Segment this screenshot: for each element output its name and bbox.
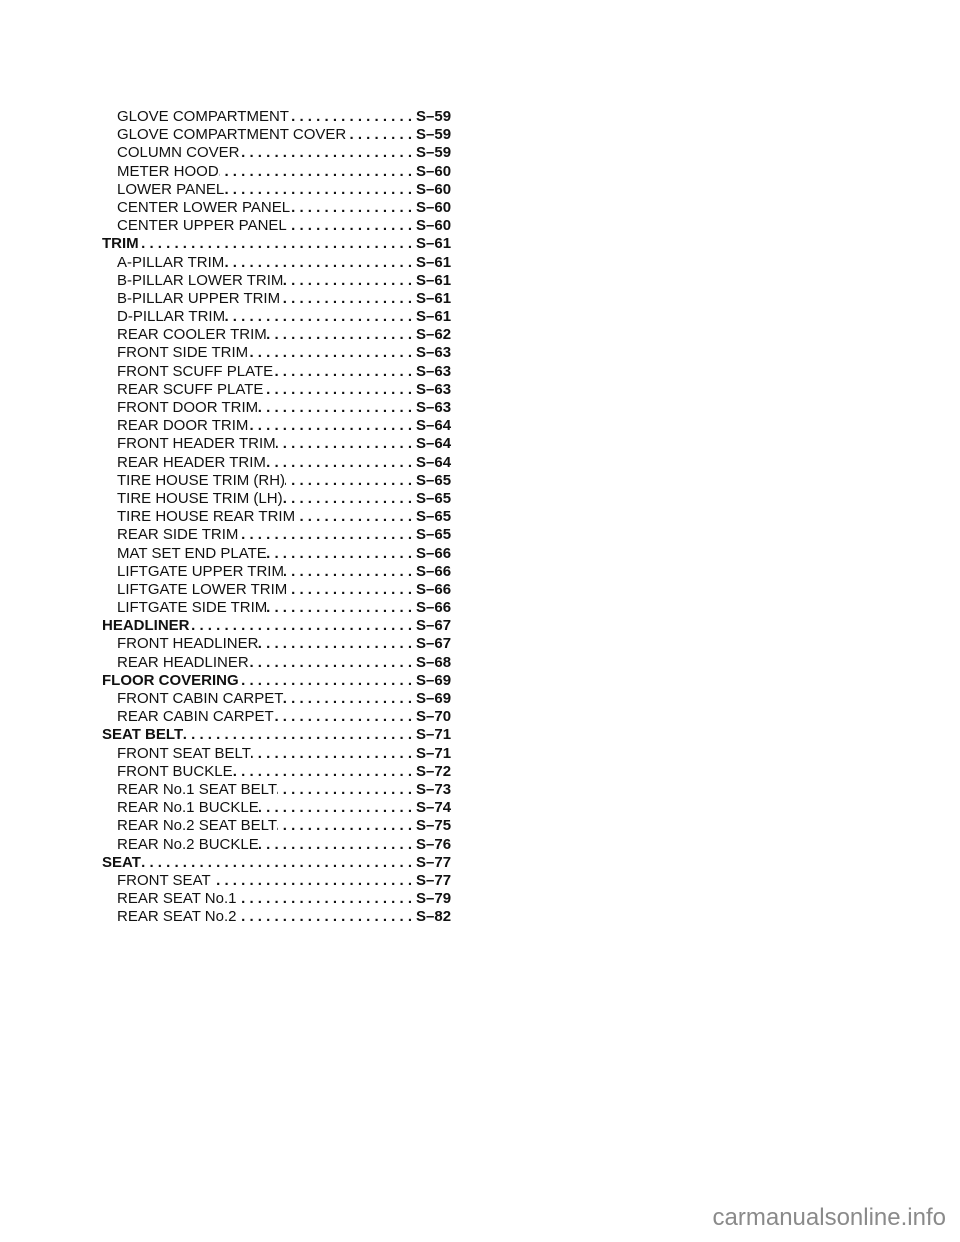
- toc-entry-page: S–75: [416, 817, 452, 835]
- toc-section-entry: [102, 726, 462, 744]
- toc-entry-title: FRONT DOOR TRIM: [117, 399, 259, 416]
- toc-entry-page: S–66: [416, 599, 452, 617]
- toc-entry-page: S–61: [416, 253, 452, 271]
- dot-leader: [259, 836, 416, 854]
- toc-entry: [102, 108, 462, 126]
- toc-entry-page: S–66: [416, 544, 452, 562]
- toc-entry: [102, 763, 462, 781]
- toc-entry-page: S–59: [416, 108, 452, 125]
- toc-entry-page: S–64: [416, 435, 452, 453]
- toc-entry: [102, 272, 462, 290]
- dot-leader: [267, 599, 416, 617]
- toc-entry-title: HEADLINER: [102, 617, 190, 635]
- dot-leader: [211, 872, 416, 890]
- dot-leader: [233, 763, 416, 781]
- dot-leader: [183, 726, 416, 744]
- toc-entry-title: FRONT SEAT BELT: [117, 744, 251, 762]
- dot-leader: [190, 617, 416, 635]
- toc-entry-page: S–79: [416, 890, 452, 908]
- toc-entry-page: S–63: [416, 399, 452, 416]
- dot-leader: [263, 381, 416, 399]
- toc-entry-title: FLOOR COVERING: [102, 671, 239, 689]
- toc-entry-page: S–76: [416, 835, 452, 853]
- toc-entry-title: METER HOOD: [117, 162, 219, 180]
- toc-entry-page: S–59: [416, 144, 452, 162]
- toc-entry: [102, 217, 462, 235]
- toc-entry-page: S–65: [416, 526, 452, 544]
- toc-entry-title: REAR SEAT No.1: [117, 890, 237, 908]
- dot-leader: [267, 545, 416, 563]
- toc-entry-page: S–66: [416, 580, 452, 598]
- toc-entry-title: MAT SET END PLATE: [117, 544, 267, 562]
- dot-leader: [224, 254, 416, 272]
- toc-entry-title: TRIM: [102, 235, 139, 253]
- toc-entry-page: S–73: [416, 780, 452, 798]
- toc-entry: [102, 563, 462, 581]
- toc-entry: [102, 417, 462, 435]
- toc-entry-title: FRONT SCUFF PLATE: [117, 362, 274, 380]
- dot-leader: [285, 472, 416, 490]
- toc-entry-title: LOWER PANEL: [117, 180, 225, 198]
- dot-leader: [274, 708, 416, 726]
- toc-entry: [102, 344, 462, 362]
- toc-entry: [102, 581, 462, 599]
- toc-entry: [102, 545, 462, 563]
- dot-leader: [295, 508, 416, 526]
- dot-leader: [237, 890, 417, 908]
- toc-entry-title: REAR DOOR TRIM: [117, 417, 249, 435]
- dot-leader: [287, 581, 416, 599]
- dot-leader: [224, 181, 416, 199]
- toc-entry-title: FRONT SEAT: [117, 871, 211, 889]
- toc-entry-page: S–69: [416, 671, 452, 689]
- dot-leader: [239, 672, 416, 690]
- dot-leader: [289, 108, 416, 126]
- toc-entry-title: COLUMN COVER: [117, 144, 240, 162]
- toc-entry-page: S–69: [416, 690, 452, 707]
- toc-entry: [102, 635, 462, 653]
- toc-entry-page: S–77: [416, 853, 452, 871]
- watermark: carmanualsonline.info: [712, 1204, 946, 1231]
- dot-leader: [284, 563, 416, 581]
- toc-entry: [102, 599, 462, 617]
- toc-entry: [102, 163, 462, 181]
- dot-leader: [277, 781, 416, 799]
- toc-entry-page: S–70: [416, 708, 452, 726]
- toc-entry-title: TIRE HOUSE TRIM (RH): [117, 471, 286, 489]
- toc-entry: [102, 308, 462, 326]
- table-of-contents: [102, 108, 462, 926]
- toc-entry-title: REAR SCUFF PLATE: [117, 380, 264, 398]
- toc-entry-title: GLOVE COMPARTMENT COVER: [117, 126, 347, 144]
- toc-entry-page: S–72: [416, 762, 452, 780]
- toc-entry: [102, 745, 462, 763]
- toc-entry: [102, 363, 462, 381]
- toc-entry-page: S–59: [416, 126, 452, 144]
- toc-entry-page: S–61: [416, 235, 452, 253]
- toc-entry-title: REAR No.1 SEAT BELT: [117, 780, 278, 798]
- toc-entry-title: REAR SIDE TRIM: [117, 526, 239, 544]
- toc-entry-page: S–63: [416, 380, 452, 398]
- toc-entry-title: FRONT CABIN CARPET: [117, 690, 284, 707]
- toc-entry-page: S–62: [416, 326, 452, 344]
- dot-leader: [141, 854, 416, 872]
- toc-entry-title: REAR HEADLINER: [117, 653, 249, 671]
- toc-entry-title: FRONT HEADLINER: [117, 635, 259, 653]
- toc-entry-page: S–61: [416, 308, 452, 326]
- toc-entry-page: S–60: [416, 217, 452, 235]
- toc-entry: [102, 781, 462, 799]
- dot-leader: [225, 308, 416, 326]
- toc-entry-title: B-PILLAR LOWER TRIM: [117, 271, 284, 289]
- toc-entry-title: LIFTGATE UPPER TRIM: [117, 562, 284, 580]
- toc-entry-page: S–66: [416, 562, 452, 580]
- toc-entry-page: S–71: [416, 744, 452, 762]
- toc-entry: [102, 836, 462, 854]
- toc-entry-title: REAR No.2 BUCKLE: [117, 835, 259, 853]
- toc-entry: [102, 126, 462, 144]
- toc-entry: [102, 326, 462, 344]
- toc-entry: [102, 254, 462, 272]
- toc-section-entry: [102, 235, 462, 253]
- toc-entry: [102, 508, 462, 526]
- dot-leader: [238, 526, 416, 544]
- toc-entry-page: S–61: [416, 289, 452, 307]
- toc-entry: [102, 490, 462, 508]
- toc-entry-title: LIFTGATE SIDE TRIM: [117, 599, 268, 617]
- dot-leader: [290, 199, 416, 217]
- dot-leader: [273, 363, 416, 381]
- toc-entry-page: S–65: [416, 489, 452, 507]
- dot-leader: [283, 490, 416, 508]
- dot-leader: [259, 799, 416, 817]
- toc-entry: [102, 144, 462, 162]
- dot-leader: [248, 417, 416, 435]
- toc-entry-title: REAR COOLER TRIM: [117, 326, 267, 344]
- toc-entry: [102, 435, 462, 453]
- toc-entry-title: REAR SEAT No.2: [117, 908, 237, 926]
- toc-entry: [102, 654, 462, 672]
- dot-leader: [258, 635, 416, 653]
- toc-entry-page: S–61: [416, 271, 452, 289]
- toc-entry: [102, 181, 462, 199]
- dot-leader: [280, 290, 416, 308]
- toc-entry-page: S–60: [416, 162, 452, 180]
- toc-entry-page: S–82: [416, 908, 452, 926]
- dot-leader: [249, 654, 416, 672]
- toc-section-entry: [102, 854, 462, 872]
- toc-entry: [102, 526, 462, 544]
- toc-entry: [102, 872, 462, 890]
- toc-entry-page: S–63: [416, 344, 452, 362]
- toc-entry-page: S–67: [416, 635, 452, 653]
- toc-entry-title: FRONT BUCKLE: [117, 762, 233, 780]
- toc-entry-page: S–71: [416, 726, 452, 744]
- dot-leader: [139, 235, 416, 253]
- toc-entry-title: LIFTGATE LOWER TRIM: [117, 580, 288, 598]
- toc-entry-title: REAR No.2 SEAT BELT: [117, 817, 278, 835]
- dot-leader: [276, 435, 416, 453]
- toc-entry-title: SEAT: [102, 853, 141, 871]
- toc-entry: [102, 290, 462, 308]
- dot-leader: [283, 272, 416, 290]
- dot-leader: [287, 217, 416, 235]
- toc-entry-title: CENTER UPPER PANEL: [117, 217, 287, 235]
- toc-entry: [102, 199, 462, 217]
- toc-entry-title: REAR CABIN CARPET: [117, 708, 274, 726]
- dot-leader: [346, 126, 416, 144]
- toc-entry: [102, 817, 462, 835]
- toc-entry-title: REAR HEADER TRIM: [117, 453, 266, 471]
- toc-entry-page: S–65: [416, 471, 452, 489]
- toc-entry: [102, 690, 462, 708]
- toc-entry-page: S–64: [416, 453, 452, 471]
- toc-entry-page: S–68: [416, 653, 452, 671]
- toc-entry: [102, 799, 462, 817]
- toc-entry-title: GLOVE COMPARTMENT: [117, 108, 289, 125]
- toc-entry: [102, 381, 462, 399]
- toc-entry-title: FRONT HEADER TRIM: [117, 435, 276, 453]
- toc-entry-page: S–65: [416, 508, 452, 526]
- toc-entry-title: TIRE HOUSE TRIM (LH): [117, 489, 283, 507]
- dot-leader: [251, 745, 416, 763]
- toc-entry: [102, 472, 462, 490]
- toc-entry-page: S–67: [416, 617, 452, 635]
- dot-leader: [237, 908, 417, 926]
- toc-entry-title: CENTER LOWER PANEL: [117, 198, 291, 216]
- toc-entry: [102, 890, 462, 908]
- toc-entry-title: TIRE HOUSE REAR TRIM: [117, 508, 296, 526]
- toc-entry-page: S–60: [416, 180, 452, 198]
- dot-leader: [240, 144, 416, 162]
- dot-leader: [219, 163, 416, 181]
- toc-entry-page: S–64: [416, 417, 452, 435]
- dot-leader: [266, 454, 416, 472]
- dot-leader: [277, 817, 416, 835]
- toc-entry: [102, 399, 462, 417]
- toc-entry-title: B-PILLAR UPPER TRIM: [117, 289, 281, 307]
- toc-entry: [102, 454, 462, 472]
- dot-leader: [258, 399, 416, 417]
- toc-entry-page: S–74: [416, 799, 452, 817]
- toc-entry-page: S–77: [416, 871, 452, 889]
- toc-section-entry: [102, 672, 462, 690]
- dot-leader: [267, 326, 416, 344]
- toc-entry-title: A-PILLAR TRIM: [117, 253, 225, 271]
- toc-entry-title: SEAT BELT: [102, 726, 184, 744]
- toc-entry-page: S–63: [416, 362, 452, 380]
- toc-section-entry: [102, 617, 462, 635]
- toc-entry-title: D-PILLAR TRIM: [117, 308, 226, 326]
- toc-entry-title: REAR No.1 BUCKLE: [117, 799, 259, 817]
- toc-entry: [102, 908, 462, 926]
- dot-leader: [283, 690, 416, 708]
- dot-leader: [248, 344, 416, 362]
- toc-entry-title: FRONT SIDE TRIM: [117, 344, 249, 362]
- toc-entry: [102, 708, 462, 726]
- toc-entry-page: S–60: [416, 198, 452, 216]
